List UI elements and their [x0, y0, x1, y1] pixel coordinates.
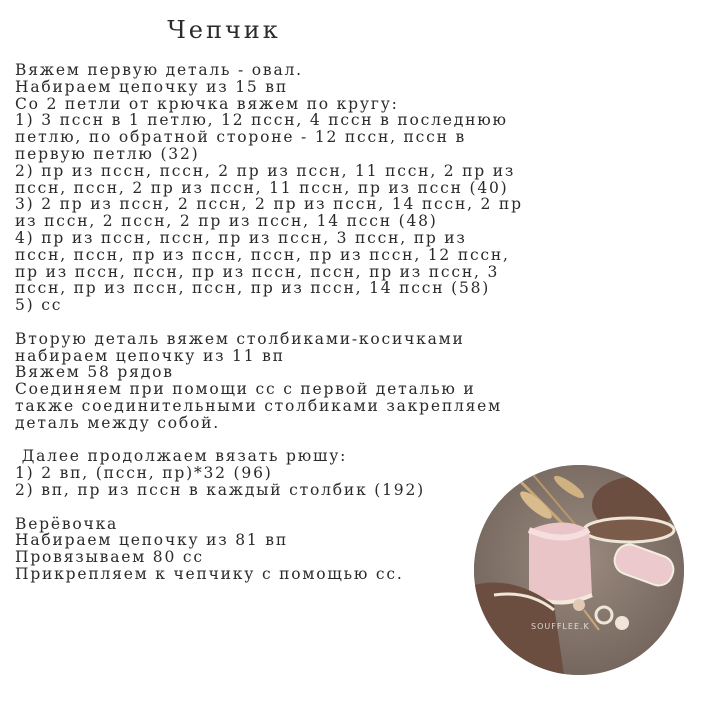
instruction-line: Вяжем 58 рядов — [15, 363, 174, 382]
instruction-line: пссн, пссн, пр из пссн, пссн, пр из пссн, 12 пссн, — [15, 245, 510, 264]
instruction-line: первую петлю (32) — [15, 144, 200, 163]
instruction-line: 2) пр из пссн, пссн, 2 пр из пссн, 11 пссн, 2 пр из — [15, 161, 516, 180]
instruction-line: 4) пр из пссн, пссн, пр из пссн, 3 пссн, пр из — [15, 228, 467, 247]
instruction-line: также соединительными столбиками закрепляем — [15, 396, 502, 415]
instruction-line: Соединяем при помощи сс с первой деталью и — [15, 380, 476, 399]
instruction-line: Со 2 петли от крючка вяжем по кругу: — [15, 94, 399, 113]
page-title: Чепчик — [167, 16, 281, 44]
instruction-line: 5) сс — [15, 296, 63, 315]
instruction-line — [15, 314, 575, 331]
instruction-line: Набираем цепочку из 81 вп — [15, 531, 288, 550]
instruction-line: 1) 3 пссн в 1 петлю, 12 пссн, 4 пссн в последнюю — [15, 111, 508, 130]
instruction-line: петлю, по обратной стороне - 12 пссн, пссн в — [15, 128, 467, 147]
instruction-line: пссн, пр из пссн, пссн, пр из пссн, 14 пссн (58) — [15, 279, 491, 298]
instruction-line: Верёвочка — [15, 514, 119, 533]
instruction-line: 1) 2 вп, (пссн, пр)*32 (96) — [15, 464, 273, 483]
instruction-line: деталь между собой. — [15, 413, 220, 432]
instruction-line: Прикрепляем к чепчику с помощью сс. — [15, 564, 404, 583]
instruction-line: пр из пссн, пссн, пр из пссн, пссн, пр из пссн, 3 — [15, 262, 500, 281]
pattern-instructions — [15, 62, 575, 583]
instruction-line: Вторую деталь вяжем столбиками-косичками — [15, 329, 465, 348]
instruction-line: Набираем цепочку из 15 вп — [15, 77, 288, 96]
instruction-line: пссн, пссн, 2 пр из пссн, 11 пссн, пр из пссн (40) — [15, 178, 509, 197]
instruction-line: Провязываем 80 сс — [15, 548, 204, 567]
photo-watermark: SOUFFLEE.K — [531, 622, 590, 631]
product-photo — [474, 465, 684, 675]
instruction-line — [15, 432, 575, 449]
instruction-line: набираем цепочку из 11 вп — [15, 346, 285, 365]
instruction-line: Вяжем первую деталь - овал. — [15, 61, 303, 79]
instruction-line: Далее продолжаем вязать рюшу: — [15, 447, 348, 466]
knitted-items-illustration — [474, 465, 684, 675]
instruction-line: 3) 2 пр из пссн, 2 пссн, 2 пр из пссн, 14 пссн, 2 пр — [15, 195, 523, 214]
instruction-line: из пссн, 2 пссн, 2 пр из пссн, 14 пссн (48) — [15, 212, 438, 231]
instruction-line: 2) вп, пр из пссн в каждый столбик (192) — [15, 480, 425, 499]
